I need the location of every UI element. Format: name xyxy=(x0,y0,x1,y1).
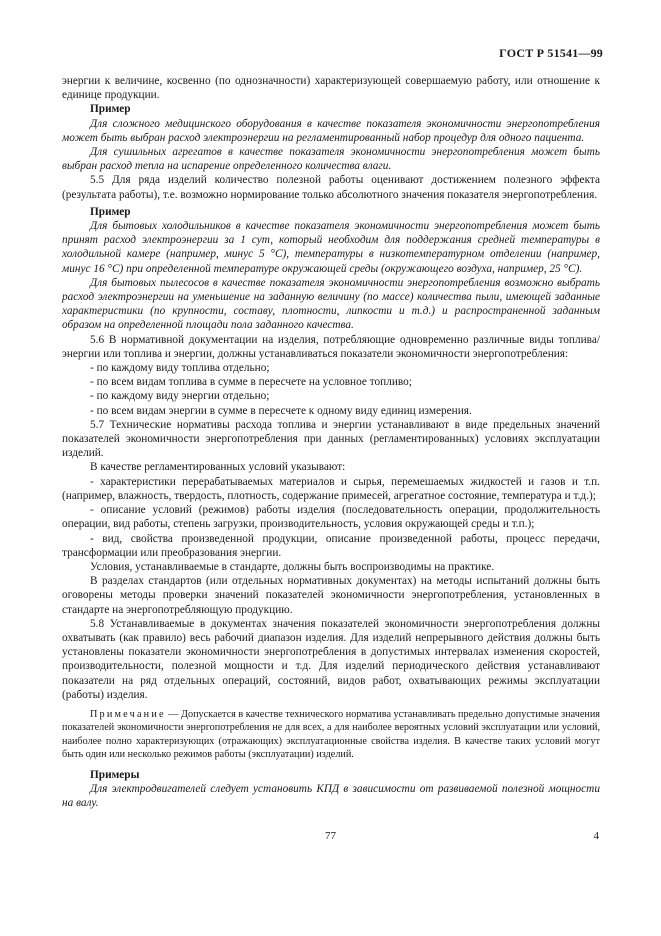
list-item: - вид, свойства произведенной продукции, описание произведенной работы, процесс передачи, трансформации или преобразования энергии. xyxy=(62,532,600,559)
example-heading: Пример xyxy=(90,205,131,218)
example-paragraph: Для сушильных агрегатов в качестве показателя экономичности энергопотребления может быть выбран расход тепла на испарение определенного количества влаги. xyxy=(62,146,600,173)
examples-heading: Примеры xyxy=(90,768,140,781)
example-paragraph: Для сложного медицинского оборудования в качестве показателя экономичности энергопотребления может быть выбран расход электроэнергии на регламентированный набор процедур для одного пациента. xyxy=(62,117,600,144)
section-5-5: 5.5 Для ряда изделий количество полезной работы оценивают достижением полезного эффекта (результата работы), т.е. возможно нормирование только абсолютного значения показателя энергопотребления. xyxy=(62,174,600,201)
list-item: - описание условий (режимов) работы изделия (последовательность операции, продолжительность операции, вид работы, степень загрузки, производительность, условия окружающей среды и т.п.); xyxy=(62,504,600,531)
note-text: — Допускается в качестве технического норматива устанавливать предельно допустимые значения показателей экономичности энергопотребления не для всех, а для наиболее вероятных условий эксплуатации или условий, наиболее полно характеризующих (отражающих) эксплуатационные свойства изделия. В качестве таких условий могут быть один или несколько режимов работы (эксплуатации) изделий. xyxy=(62,708,600,761)
list-item: - по каждому виду энергии отдельно; xyxy=(90,390,270,403)
paragraph: В разделах стандартов (или отдельных нормативных документах) на методы испытаний должны быть оговорены методы проверки значений показателей экономичности энергопотребления, установленных в стандарте на энергопотребляющую продукцию. xyxy=(62,575,600,616)
paragraph: В качестве регламентированных условий указывают: xyxy=(90,461,346,474)
page-number: 77 xyxy=(325,830,336,842)
list-item: - по каждому виду топлива отдельно; xyxy=(90,362,270,375)
list-item: - по всем видам энергии в сумме в пересчете к одному виду единиц измерения. xyxy=(90,404,472,417)
example-paragraph: Для бытовых холодильников в качестве показателя экономичности энергопотребления может быть принят расход электроэнергии за 1 сут, который необходим для поддержания средней температуры в холодильной камере (например, минус 5 °С), температуры в низкотемпературном отделении (например, минус 16 °С) при определенной температуре окружающей среды (окружающего воздуха, например, 25 °С). xyxy=(62,220,600,275)
note-label: Примечание xyxy=(90,708,166,720)
example-paragraph: Для бытовых пылесосов в качестве показателя экономичности энергопотребления возможно выбрать расход электроэнергии на уменьшение на заданную величину (по массе) количества пыли, имеющей заданные характеристики (по крупности, составу, плотности, липкости и т.д.) и распространенной заданным образом на определенной площади пола заданного качества. xyxy=(62,276,600,332)
sheet-number: 4 xyxy=(593,830,599,842)
list-item: - по всем видам топлива в сумме в пересчете на условное топливо; xyxy=(90,376,412,389)
example-paragraph: Для электродвигателей следует установить КПД в зависимости от развиваемой полезной мощности на валу. xyxy=(62,782,600,809)
paragraph: энергии к величине, косвенно (по однозначности) характеризующей совершаемую работу, или отношение к единице продукции. xyxy=(62,75,600,102)
example-heading: Пример xyxy=(90,103,131,116)
page-body xyxy=(62,74,600,810)
section-5-6: 5.6 В нормативной документации на изделия, потребляющие одновременно различные виды топлива/энергии или топлива и энергии, должны устанавливаться показатели экономичности энергопотребления: xyxy=(62,333,600,360)
note xyxy=(62,708,600,762)
list-item: - характеристики перерабатываемых материалов и сырья, перемешаемых жидкостей и газов и т.п. (например, влажность, твердость, плотность, содержание примесей, агрегатное состояние, температура и т.д.); xyxy=(62,475,600,502)
paragraph: Условия, устанавливаемые в стандарте, должны быть воспроизводимы на практике. xyxy=(90,560,495,573)
section-5-7: 5.7 Технические нормативы расхода топлива и энергии устанавливают в виде предельных значений показателей экономичности энергопотребления при данных (регламентированных) условиях эксплуатации изделий. xyxy=(62,418,600,460)
section-5-8: 5.8 Устанавливаемые в документах значения показателей экономичности энергопотребления должны охватывать (как правило) весь рабочий диапазон изделия. Для изделий непрерывного действия должны быть установлены показатели экономичности энергопотребления в допустимых интервалах изменения скоростей, производительности, полезной мощности и т.д. Для изделий периодического действия устанавливают показатели на ряд отдельных операций, состояний, видов работ, охватывающих режимы эксплуатации (работы) изделия. xyxy=(62,617,600,701)
document-id: ГОСТ Р 51541—99 xyxy=(499,46,603,60)
